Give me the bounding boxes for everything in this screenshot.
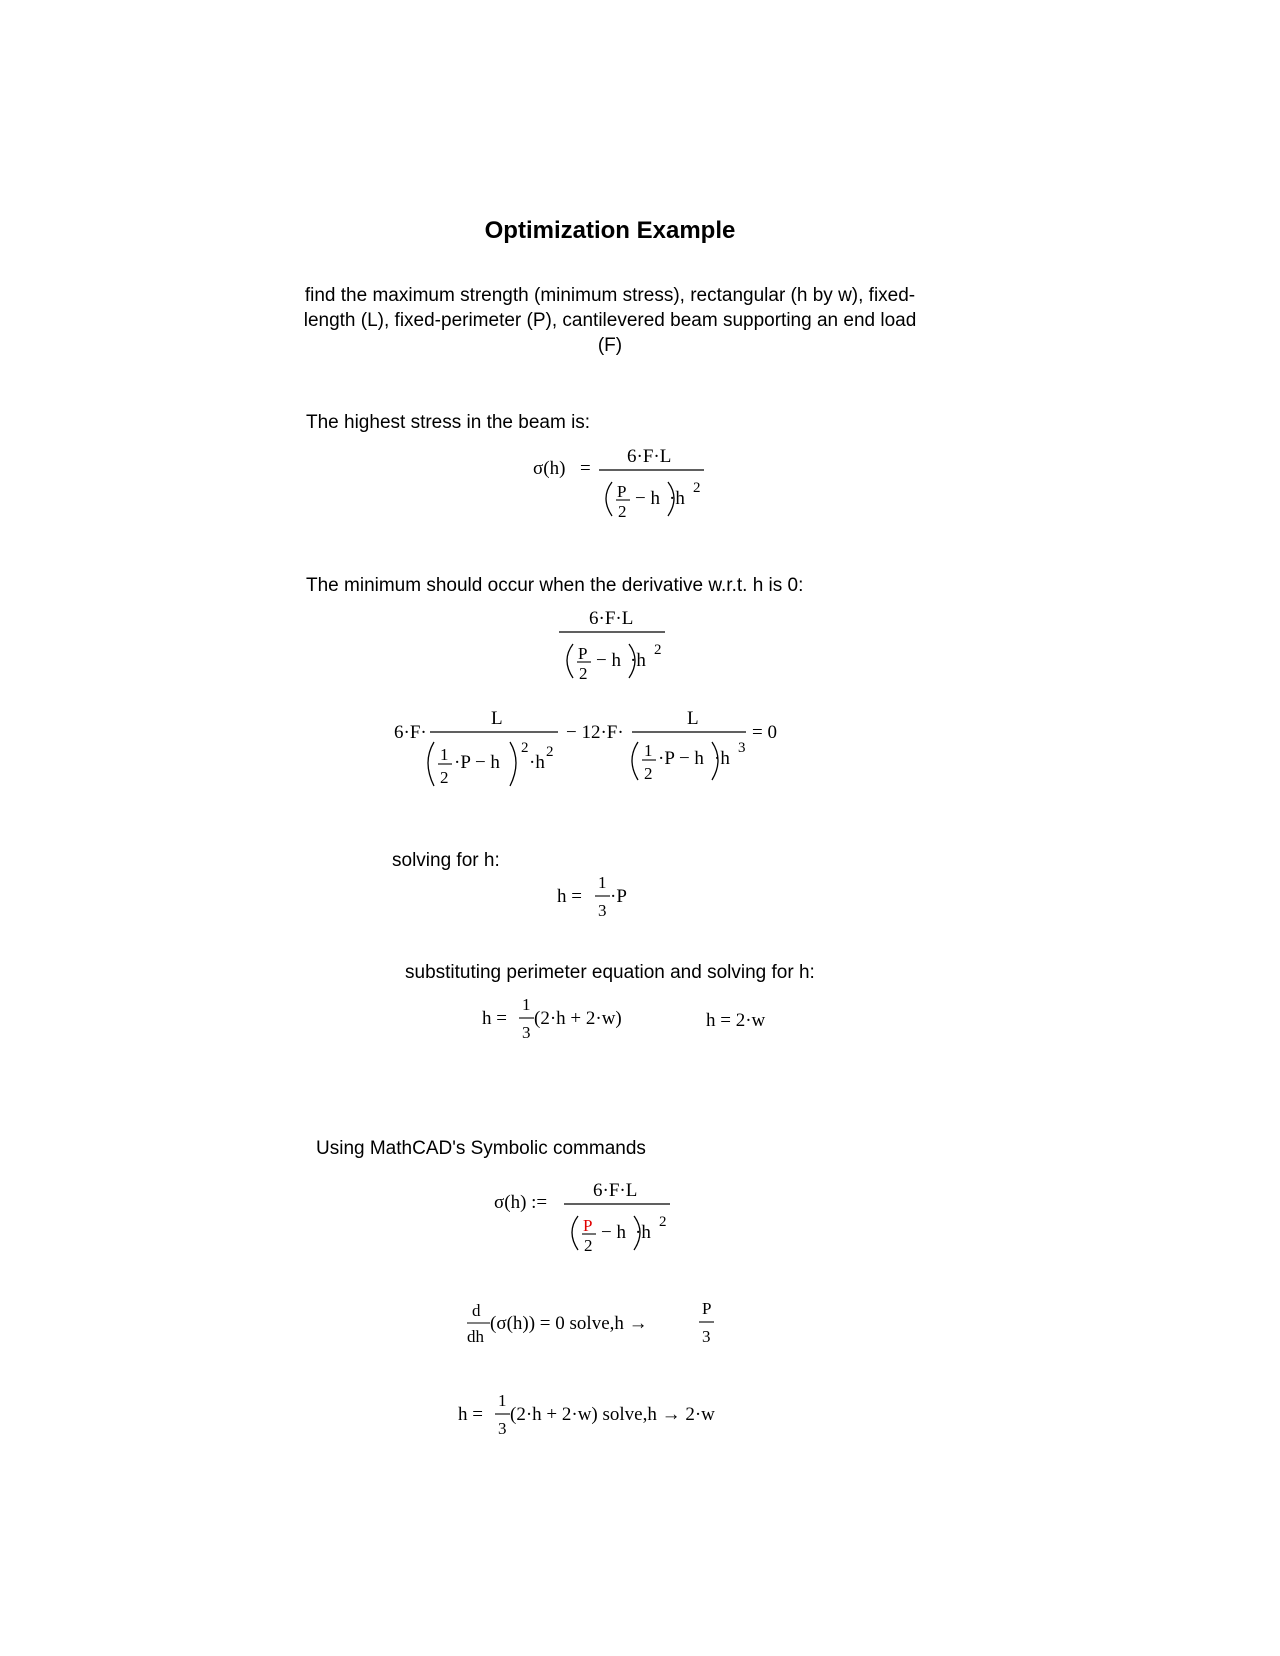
numerator: 6·F·L — [593, 1180, 638, 1201]
h-times: ·h — [669, 488, 685, 509]
equals-zero: = 0 — [752, 722, 777, 743]
perimeter-expr: (2·h + 2·w) — [534, 1008, 622, 1029]
result-p: P — [702, 1299, 712, 1318]
first-one: 1 — [440, 745, 449, 764]
h-times: ·h — [635, 1222, 651, 1243]
dh-denom: dh — [467, 1327, 484, 1346]
second-one: 1 — [644, 741, 653, 760]
second-numer-L: L — [687, 708, 699, 729]
symbolic-solve-equation — [454, 1386, 774, 1456]
first-numer-L: L — [491, 708, 503, 729]
p-denom: 2 — [579, 664, 588, 683]
first-h-exp: 2 — [546, 744, 554, 760]
stress-heading: The highest stress in the beam is: — [306, 412, 591, 433]
derivative-solve-equation — [462, 1298, 722, 1368]
left-paren — [606, 482, 612, 516]
sigma-lhs: σ(h) — [533, 458, 566, 479]
numerator: 6·F·L — [589, 608, 634, 629]
first-left-paren — [428, 742, 434, 786]
result-three: 3 — [702, 1327, 711, 1346]
minus-h: − h — [635, 488, 660, 509]
left-paren — [567, 644, 573, 678]
h-equals: h = — [458, 1404, 483, 1425]
h-times: ·h — [630, 650, 646, 671]
intro-paragraph: find the maximum strength (minimum stress), rectangular (h by w), fixed-length (L), fixed-perimeter (P), cantilevered beam supporting an end load (F) — [303, 285, 917, 356]
first-two: 2 — [440, 768, 449, 787]
deriv-expr: (σ(h)) = 0 solve,h → — [490, 1313, 648, 1334]
second-h: ·h — [714, 748, 730, 769]
second-p-minus-h: ·P − h — [658, 748, 704, 769]
dot-p: ·P — [610, 886, 627, 907]
solving-label: solving for h: — [392, 850, 500, 871]
minus-h: − h — [596, 650, 621, 671]
mathcad-heading: Using MathCAD's Symbolic commands — [316, 1138, 646, 1159]
minus-h: − h — [601, 1222, 626, 1243]
left-paren — [572, 1216, 578, 1250]
perimeter-sub-equation — [478, 990, 648, 1060]
h-equals-2w: h = 2·w — [706, 1010, 766, 1031]
first-right-paren — [510, 742, 516, 786]
p-numer: P — [617, 482, 627, 501]
numerator: 6·F·L — [627, 446, 672, 467]
stress-equation — [520, 440, 720, 540]
one-numer: 1 — [522, 995, 531, 1014]
three-denom: 3 — [598, 901, 607, 920]
derivative-top-fraction — [555, 602, 675, 702]
exponent-2: 2 — [693, 480, 701, 496]
d-numer: d — [472, 1301, 481, 1320]
minus-twelve-f: − 12·F· — [566, 722, 624, 743]
p-numer: P — [578, 644, 588, 663]
derivative-expanded — [388, 702, 808, 822]
sigma-def-lhs: σ(h) := — [494, 1192, 548, 1213]
page-title: Optimization Example — [484, 217, 736, 244]
exponent-2: 2 — [659, 1214, 667, 1230]
sigma-definition — [488, 1174, 688, 1274]
equals-sign: = — [580, 458, 591, 479]
first-paren-exp: 2 — [521, 740, 529, 756]
three-denom: 3 — [498, 1419, 507, 1438]
second-left-paren — [632, 742, 638, 780]
first-p-minus-h: ·P − h — [454, 752, 500, 773]
minimum-heading: The minimum should occur when the derivative w.r.t. h is 0: — [306, 575, 804, 596]
p-denom: 2 — [584, 1236, 593, 1255]
symbolic-tail: (2·h + 2·w) solve,h → 2·w — [510, 1404, 715, 1425]
one-numer: 1 — [498, 1391, 507, 1410]
h-solution-equation — [552, 868, 662, 938]
p-numer-highlighted: P — [583, 1216, 593, 1235]
left-coef: 6·F· — [394, 722, 427, 743]
one-numer: 1 — [598, 873, 607, 892]
second-two: 2 — [644, 764, 653, 783]
cube-exp: 3 — [738, 740, 746, 756]
h-equals: h = — [482, 1008, 507, 1029]
exponent-2: 2 — [654, 642, 662, 658]
h-equals: h = — [557, 886, 582, 907]
first-h: ·h — [529, 752, 545, 773]
three-denom: 3 — [522, 1023, 531, 1042]
p-denom: 2 — [618, 502, 627, 521]
substituting-label: substituting perimeter equation and solving for h: — [405, 962, 815, 983]
